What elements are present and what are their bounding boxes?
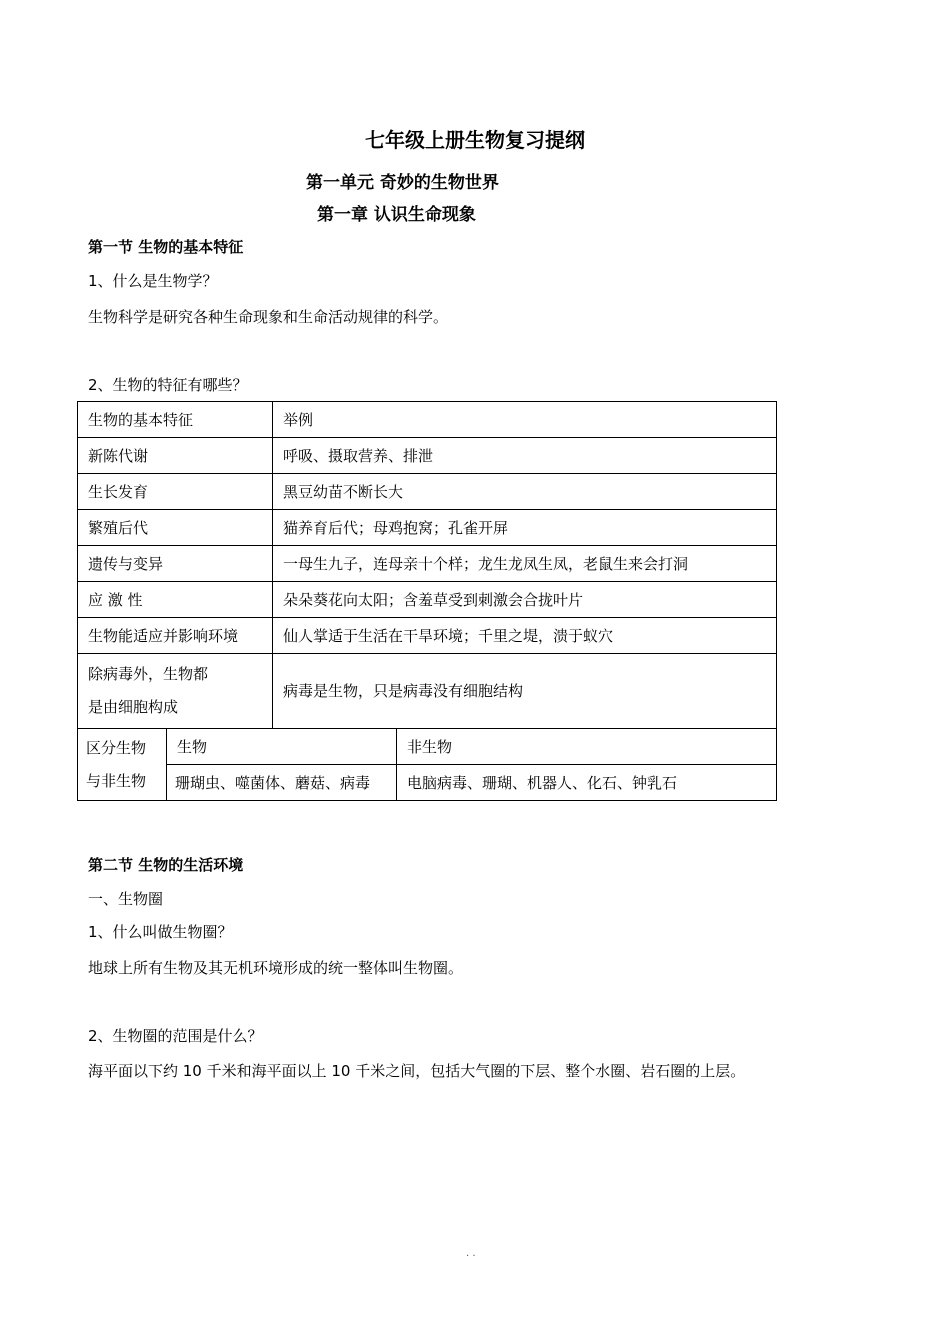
cell-row-label-line1: 除病毒外，生物都 — [88, 665, 209, 683]
nonliving-examples: 电脑病毒、珊瑚、机器人、化石、钟乳石 — [397, 765, 777, 801]
page-footer-mark: . . — [466, 1248, 476, 1259]
table-row — [78, 510, 777, 546]
section2-answer2: 海平面以下约 10 千米和海平面以上 10 千米之间，包括大气圈的下层、整个水圈、岩石圈的上层。 — [88, 1062, 746, 1080]
table-row — [78, 618, 777, 654]
table-row — [78, 546, 777, 582]
distinguish-label — [78, 729, 167, 801]
living-examples: 珊瑚虫、噬菌体、蘑菇、病毒 — [167, 765, 397, 801]
table-cell-example: 病毒是生物，只是病毒没有细胞结构 — [273, 654, 777, 729]
table-row — [78, 582, 777, 618]
table-cell-feature: 生长发育 — [78, 474, 273, 510]
section1-question1: 1、什么是生物学？ — [88, 272, 218, 290]
document-title: 七年级上册生物复习提纲 — [365, 128, 585, 152]
table-cell-example: 猫养育后代；母鸡抱窝；孔雀开屏 — [273, 510, 777, 546]
table-cell-example: 一母生九子，连母亲十个样；龙生龙凤生凤，老鼠生来会打洞 — [273, 546, 777, 582]
cell-row-label-line2: 是由细胞构成 — [88, 698, 179, 716]
table-cell-feature: 繁殖后代 — [78, 510, 273, 546]
features-table — [77, 401, 777, 801]
table-header-feature: 生物的基本特征 — [78, 402, 273, 438]
section2-question1: 1、什么叫做生物圈？ — [88, 923, 233, 941]
table-cell-example: 仙人掌适于生活在干旱环境；千里之堤，溃于蚁穴 — [273, 618, 777, 654]
distinguish-label-line2: 与非生物 — [86, 771, 147, 790]
section2-subheading: 一、生物圈 — [88, 890, 164, 908]
chapter-heading: 第一章 认识生命现象 — [317, 205, 476, 225]
table-row-distinguish-header — [78, 729, 777, 765]
section2-question2: 2、生物圈的范围是什么？ — [88, 1027, 263, 1045]
table-row — [78, 474, 777, 510]
section2-answer1: 地球上所有生物及其无机环境形成的统一整体叫生物圈。 — [88, 959, 464, 977]
section1-question2: 2、生物的特征有哪些？ — [88, 376, 248, 394]
unit-heading: 第一单元 奇妙的生物世界 — [306, 173, 499, 193]
table-cell-feature: 应 激 性 — [78, 582, 273, 618]
section2-heading: 第二节 生物的生活环境 — [88, 856, 244, 874]
table-row-cell-structure — [78, 654, 777, 729]
table-cell-example: 呼吸、摄取营养、排泄 — [273, 438, 777, 474]
table-cell-example: 朵朵葵花向太阳；含羞草受到刺激会合拢叶片 — [273, 582, 777, 618]
table-row — [78, 438, 777, 474]
nonliving-header: 非生物 — [397, 729, 777, 765]
distinguish-label-line1: 区分生物 — [86, 738, 147, 757]
table-cell-feature — [78, 654, 273, 729]
table-cell-feature: 新陈代谢 — [78, 438, 273, 474]
table-cell-feature: 生物能适应并影响环境 — [78, 618, 273, 654]
living-header: 生物 — [167, 729, 397, 765]
table-header-row — [78, 402, 777, 438]
table-header-example: 举例 — [273, 402, 777, 438]
section1-answer1: 生物科学是研究各种生命现象和生命活动规律的科学。 — [88, 308, 449, 326]
section1-heading: 第一节 生物的基本特征 — [88, 238, 244, 256]
table-cell-feature: 遗传与变异 — [78, 546, 273, 582]
table-cell-example: 黑豆幼苗不断长大 — [273, 474, 777, 510]
table-row-distinguish-values — [78, 765, 777, 801]
